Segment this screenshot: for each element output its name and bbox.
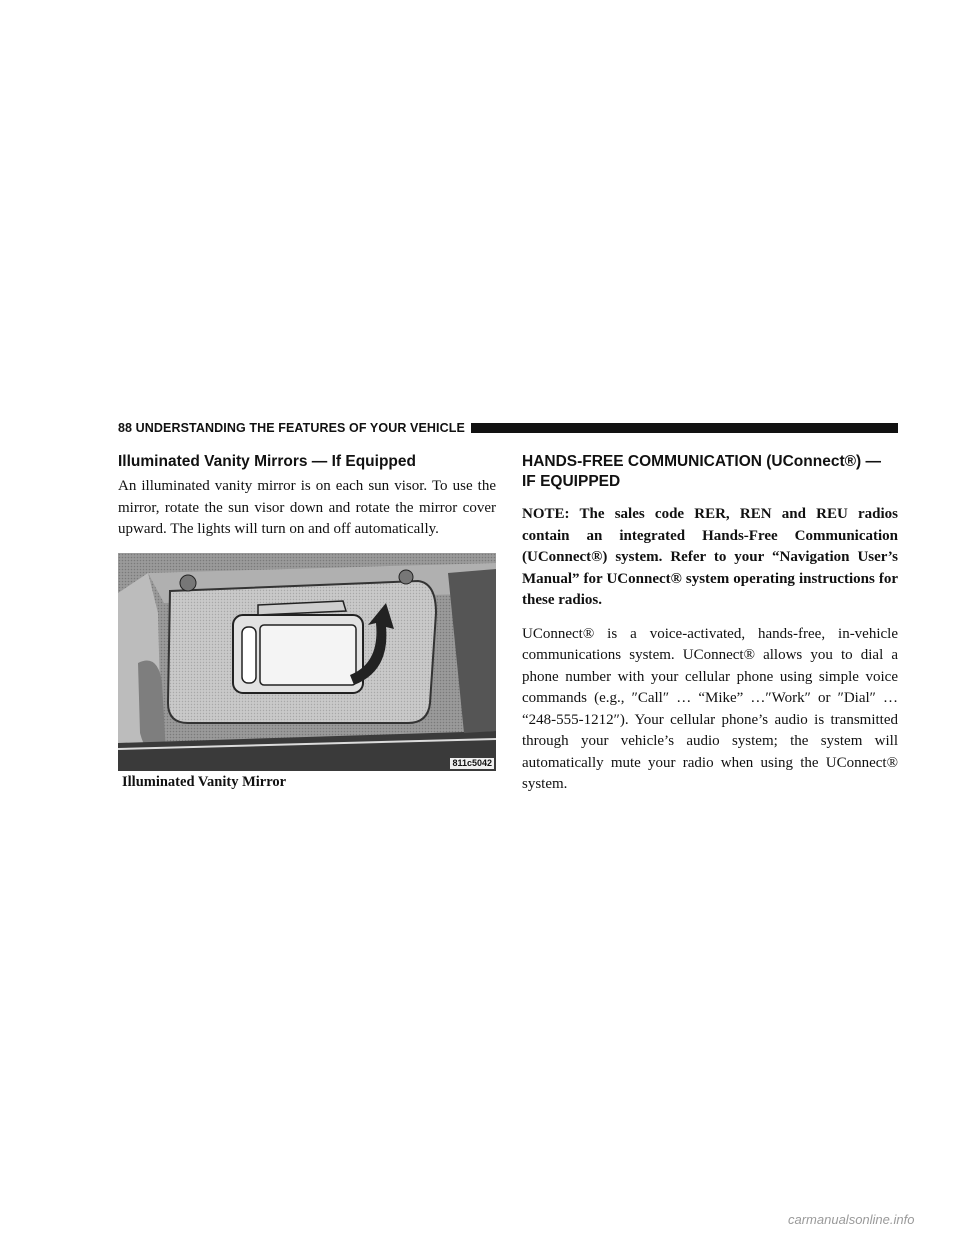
hands-free-heading: HANDS-FREE COMMUNICATION (UConnect®) — IF EQUIPPED <box>522 453 881 490</box>
vanity-mirror-heading: Illuminated Vanity Mirrors — If Equipped <box>118 453 416 470</box>
header-rule <box>471 423 898 433</box>
note-paragraph <box>522 504 898 612</box>
figure-caption: Illuminated Vanity Mirror <box>122 773 287 790</box>
vanity-mirror-paragraph: An illuminated vanity mirror is on each sun visor. To use the mirror, rotate the sun visor down and rotate the mirror cover upward. The lights will turn on and off automatically. <box>118 478 496 537</box>
page-header-text: 88 UNDERSTANDING THE FEATURES OF YOUR VEHICLE <box>118 421 465 435</box>
right-column <box>522 452 898 808</box>
watermark-logo <box>788 1206 940 1230</box>
watermark-text: carmanualsonline.info <box>788 1212 915 1227</box>
vanity-mirror-drawing <box>118 553 496 771</box>
note-text: The sales code RER, REN and REU radios contain an integrated Hands-Free Communication (UConnect®) system. Refer to your “Navigation User’s Manual” for UConnect® system operating instructions for these radios. <box>522 506 898 608</box>
left-column <box>118 452 496 791</box>
uconnect-paragraph: UConnect® is a voice-activated, hands-free, in-vehicle communications system. UConnect® allows you to dial a phone number with your cellular phone using simple voice commands (e.g., ″Call″ … “Mike” …″Work″ or ″Dial″ … “248-555-1212″). Your cellular phone’s audio is transmitted through your vehicle’s audio system; the system will automatically mute your radio when using the UConnect® system. <box>522 625 898 792</box>
figure-code: 811c5042 <box>452 757 492 768</box>
page-header <box>118 420 898 436</box>
note-label: NOTE: <box>522 506 570 522</box>
vanity-mirror-illustration <box>118 553 496 771</box>
